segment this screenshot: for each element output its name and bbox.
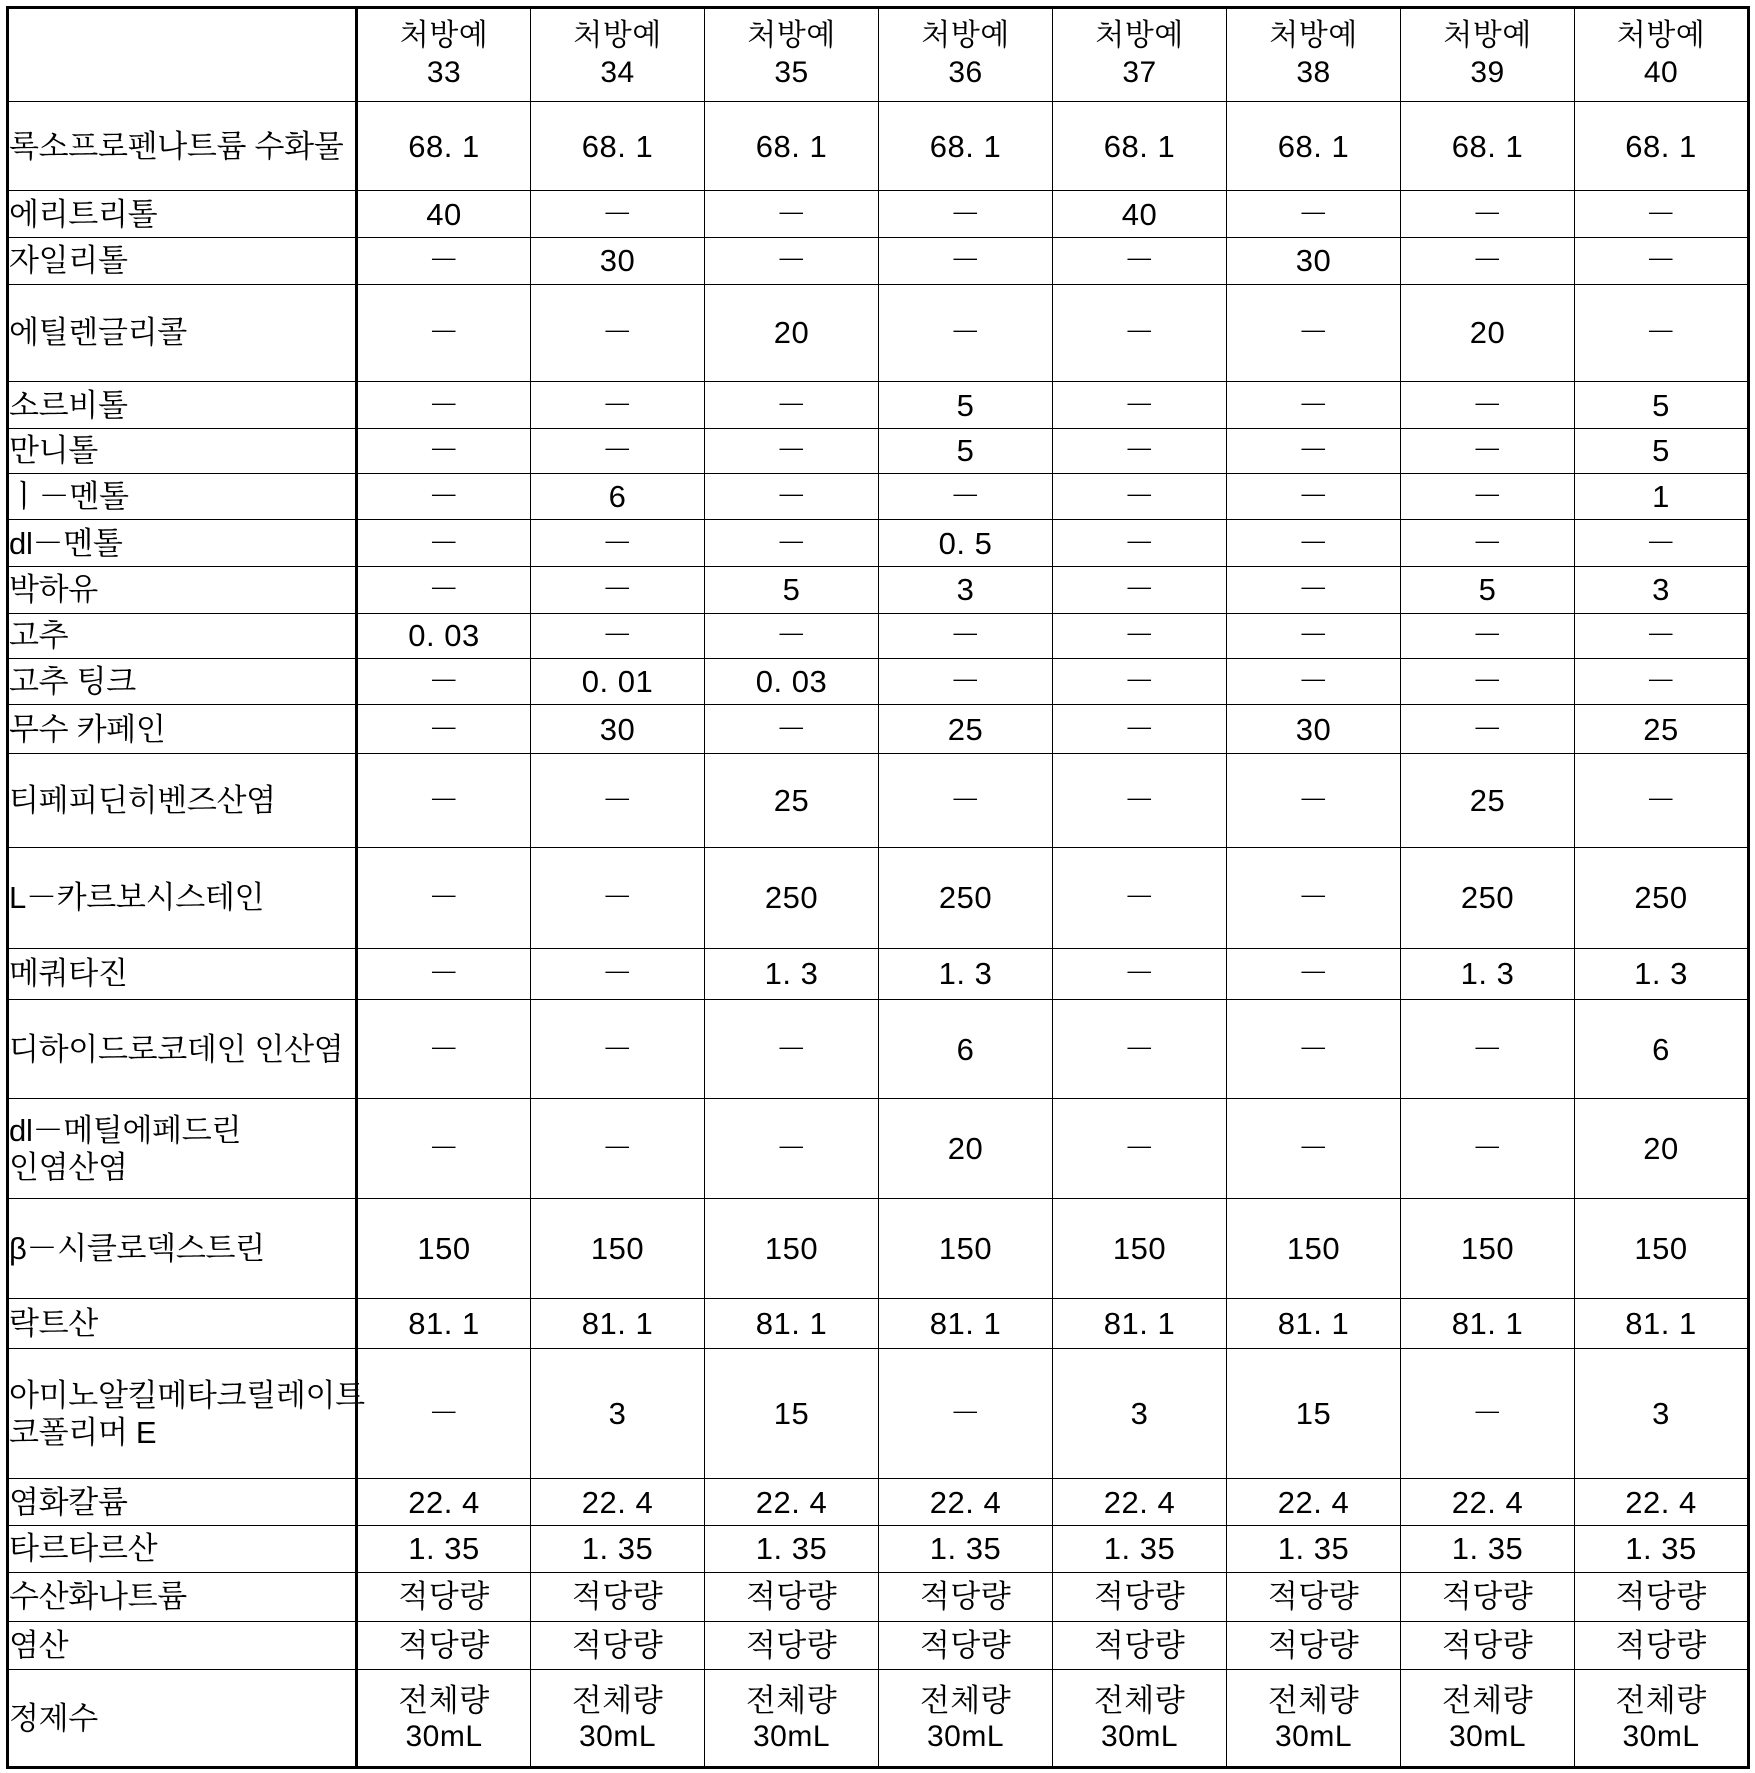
ingredient-amount-cell: 250 [879, 847, 1053, 949]
column-header-number: 38 [1296, 56, 1331, 89]
table-row [8, 102, 1749, 191]
table-row [8, 1479, 1749, 1526]
ingredient-label: β－시클로덱스트린 [8, 1198, 357, 1298]
ingredient-amount-cell: 22. 4 [705, 1479, 879, 1526]
ingredient-amount-cell: 22. 4 [1401, 1479, 1575, 1526]
ingredient-amount-cell [357, 1670, 531, 1768]
ingredient-amount-cell: 3 [1575, 1349, 1749, 1479]
ingredient-amount-cell: － [1227, 429, 1401, 474]
ingredient-amount-cell [1053, 1670, 1227, 1768]
ingredient-amount-cell: 적당량 [1227, 1621, 1401, 1670]
ingredient-amount-cell: － [705, 191, 879, 238]
ingredient-label: dl－메틸에페드린 인염산염 [8, 1099, 357, 1199]
ingredient-amount-cell: － [1053, 520, 1227, 567]
ingredient-amount-cell: － [357, 238, 531, 285]
amount-secondary: 30mL [1274, 1720, 1353, 1754]
ingredient-amount-cell: － [357, 949, 531, 1000]
ingredient-amount-cell: 1. 35 [705, 1526, 879, 1573]
ingredient-amount-cell: － [705, 999, 879, 1099]
ingredient-amount-cell: － [879, 658, 1053, 705]
ingredient-amount-cell: － [1401, 1099, 1575, 1199]
ingredient-amount-cell: 1. 3 [879, 949, 1053, 1000]
ingredient-label: L－카르보시스테인 [8, 847, 357, 949]
ingredient-amount-cell: － [1053, 847, 1227, 949]
column-header-34 [531, 8, 705, 102]
ingredient-amount-cell: 적당량 [879, 1572, 1053, 1621]
ingredient-amount-cell: － [1053, 658, 1227, 705]
table-row [8, 754, 1749, 847]
ingredient-amount-cell [1227, 1670, 1401, 1768]
ingredient-amount-cell: － [879, 754, 1053, 847]
table-row [8, 238, 1749, 285]
column-header-name: 처방예 [573, 19, 662, 53]
ingredient-amount-cell: 0. 5 [879, 520, 1053, 567]
ingredient-amount-cell: 적당량 [1401, 1621, 1575, 1670]
table-row [8, 847, 1749, 949]
ingredient-amount-cell: 적당량 [705, 1621, 879, 1670]
ingredient-amount-cell: － [1575, 238, 1749, 285]
ingredient-amount-cell: － [705, 429, 879, 474]
table-row [8, 1670, 1749, 1768]
column-header-name: 처방예 [921, 19, 1010, 53]
ingredient-amount-cell: 1. 35 [357, 1526, 531, 1573]
ingredient-amount-cell: － [1227, 284, 1401, 382]
amount-primary: 전체량 [1615, 1682, 1707, 1718]
ingredient-amount-cell: 적당량 [879, 1621, 1053, 1670]
ingredient-label: 메쿼타진 [8, 949, 357, 1000]
column-header-number: 33 [426, 56, 462, 89]
ingredient-amount-cell: 81. 1 [531, 1298, 705, 1349]
table-corner-cell [8, 8, 357, 102]
ingredient-amount-cell: － [705, 382, 879, 429]
ingredient-amount-cell: 1. 35 [531, 1526, 705, 1573]
ingredient-amount-cell: － [1227, 754, 1401, 847]
ingredient-amount-cell: － [531, 382, 705, 429]
ingredient-amount-cell: － [357, 658, 531, 705]
table-row [8, 520, 1749, 567]
ingredient-amount-cell [1401, 1670, 1575, 1768]
table-row [8, 191, 1749, 238]
table-row [8, 429, 1749, 474]
ingredient-amount-cell: － [531, 520, 705, 567]
ingredient-amount-cell: 1. 3 [1401, 949, 1575, 1000]
amount-primary: 전체량 [1267, 1682, 1360, 1718]
ingredient-amount-cell: － [1401, 473, 1575, 520]
ingredient-amount-cell: 150 [1053, 1198, 1227, 1298]
column-header-number: 34 [600, 56, 635, 89]
ingredient-amount-cell: － [531, 754, 705, 847]
ingredient-amount-cell: 68. 1 [879, 102, 1053, 191]
ingredient-amount-cell: － [1053, 754, 1227, 847]
ingredient-amount-cell: 0. 03 [705, 658, 879, 705]
ingredient-amount-cell: 22. 4 [531, 1479, 705, 1526]
ingredient-amount-cell: － [357, 999, 531, 1099]
ingredient-amount-cell: － [531, 191, 705, 238]
ingredient-label: 아미노알킬메타크릴레이트 코폴리머 E [8, 1349, 357, 1479]
amount-primary: 전체량 [571, 1682, 664, 1718]
column-header-40 [1575, 8, 1749, 102]
ingredient-amount-cell [879, 1670, 1053, 1768]
ingredient-amount-cell: － [705, 705, 879, 754]
column-header-39 [1401, 8, 1575, 102]
table-row [8, 473, 1749, 520]
ingredient-amount-cell: 5 [1575, 382, 1749, 429]
ingredient-label: 정제수 [8, 1670, 357, 1768]
ingredient-amount-cell: 68. 1 [1053, 102, 1227, 191]
ingredient-amount-cell: 150 [531, 1198, 705, 1298]
ingredient-label: ㅣ－멘톨 [8, 473, 357, 520]
ingredient-label: 고추 [8, 613, 357, 658]
ingredient-label: 자일리톨 [8, 238, 357, 285]
ingredient-amount-cell: 1. 3 [1575, 949, 1749, 1000]
ingredient-amount-cell: － [1227, 1099, 1401, 1199]
amount-secondary: 30mL [1622, 1720, 1700, 1754]
ingredient-amount-cell: 40 [1053, 191, 1227, 238]
ingredient-amount-cell: 적당량 [1575, 1621, 1749, 1670]
table-row [8, 1298, 1749, 1349]
amount-secondary: 30mL [405, 1720, 483, 1754]
formulation-table [6, 6, 1750, 1769]
amount-secondary: 30mL [752, 1720, 831, 1754]
ingredient-amount-cell: － [1227, 567, 1401, 614]
table-row [8, 613, 1749, 658]
ingredient-amount-cell: 적당량 [357, 1621, 531, 1670]
ingredient-amount-cell: 150 [705, 1198, 879, 1298]
ingredient-amount-cell: － [531, 1099, 705, 1199]
ingredient-amount-cell: － [1575, 658, 1749, 705]
ingredient-label: 염산 [8, 1621, 357, 1670]
ingredient-amount-cell: 1 [1575, 473, 1749, 520]
column-header-number: 39 [1470, 56, 1505, 89]
ingredient-amount-cell: 1. 35 [1575, 1526, 1749, 1573]
amount-primary: 전체량 [1441, 1682, 1534, 1718]
ingredient-amount-cell: 적당량 [1227, 1572, 1401, 1621]
ingredient-amount-cell: 3 [879, 567, 1053, 614]
ingredient-amount-cell: 25 [1401, 754, 1575, 847]
ingredient-amount-cell: 5 [879, 429, 1053, 474]
ingredient-amount-cell: － [357, 473, 531, 520]
ingredient-amount-cell: 20 [705, 284, 879, 382]
ingredient-amount-cell: － [1227, 191, 1401, 238]
column-header-38 [1227, 8, 1401, 102]
ingredient-amount-cell: － [531, 284, 705, 382]
ingredient-amount-cell: 150 [1401, 1198, 1575, 1298]
ingredient-amount-cell: － [357, 284, 531, 382]
ingredient-amount-cell: － [1575, 284, 1749, 382]
ingredient-label: dl－멘톨 [8, 520, 357, 567]
ingredient-amount-cell: － [357, 382, 531, 429]
ingredient-amount-cell: － [531, 847, 705, 949]
ingredient-amount-cell: － [879, 613, 1053, 658]
ingredient-amount-cell: 25 [879, 705, 1053, 754]
ingredient-amount-cell: 15 [1227, 1349, 1401, 1479]
ingredient-amount-cell: － [1401, 658, 1575, 705]
ingredient-amount-cell: 30 [531, 238, 705, 285]
ingredient-amount-cell: － [1401, 613, 1575, 658]
table-head [8, 8, 1749, 102]
ingredient-amount-cell: 250 [1575, 847, 1749, 949]
ingredient-amount-cell: 15 [705, 1349, 879, 1479]
ingredient-amount-cell [705, 1670, 879, 1768]
ingredient-amount-cell: 150 [1227, 1198, 1401, 1298]
ingredient-amount-cell: 68. 1 [531, 102, 705, 191]
column-header-number: 35 [774, 56, 809, 89]
ingredient-amount-cell: － [531, 567, 705, 614]
ingredient-label: 염화칼륨 [8, 1479, 357, 1526]
ingredient-amount-cell: － [1053, 238, 1227, 285]
ingredient-amount-cell: － [1053, 567, 1227, 614]
ingredient-amount-cell: 적당량 [531, 1621, 705, 1670]
ingredient-amount-cell: － [1227, 613, 1401, 658]
table-row [8, 1349, 1749, 1479]
ingredient-amount-cell: － [1053, 284, 1227, 382]
column-header-number: 40 [1643, 56, 1679, 89]
ingredient-amount-cell: － [879, 473, 1053, 520]
ingredient-amount-cell: 30 [1227, 238, 1401, 285]
ingredient-label: 록소프로펜나트륨 수화물 [8, 102, 357, 191]
ingredient-amount-cell: 68. 1 [357, 102, 531, 191]
ingredient-amount-cell: 68. 1 [1575, 102, 1749, 191]
ingredient-amount-cell: 6 [879, 999, 1053, 1099]
column-header-name: 처방예 [1616, 19, 1706, 53]
ingredient-amount-cell: － [357, 1099, 531, 1199]
ingredient-amount-cell: － [1227, 382, 1401, 429]
ingredient-amount-cell: 22. 4 [1575, 1479, 1749, 1526]
ingredient-amount-cell: － [1401, 1349, 1575, 1479]
ingredient-amount-cell: 적당량 [705, 1572, 879, 1621]
ingredient-amount-cell: － [1575, 520, 1749, 567]
ingredient-amount-cell: 40 [357, 191, 531, 238]
ingredient-amount-cell: － [705, 1099, 879, 1199]
column-header-number: 37 [1122, 56, 1157, 89]
ingredient-amount-cell: － [879, 1349, 1053, 1479]
ingredient-label: 타르타르산 [8, 1526, 357, 1573]
column-header-35 [705, 8, 879, 102]
header-row [8, 8, 1749, 102]
table-row [8, 567, 1749, 614]
ingredient-amount-cell: － [1401, 429, 1575, 474]
ingredient-amount-cell: 150 [879, 1198, 1053, 1298]
ingredient-amount-cell: － [1401, 382, 1575, 429]
ingredient-label: 만니톨 [8, 429, 357, 474]
ingredient-amount-cell: － [1227, 949, 1401, 1000]
ingredient-label: 소르비톨 [8, 382, 357, 429]
ingredient-amount-cell: 81. 1 [1227, 1298, 1401, 1349]
ingredient-amount-cell: － [1053, 473, 1227, 520]
ingredient-amount-cell: － [1401, 999, 1575, 1099]
table-row [8, 705, 1749, 754]
ingredient-amount-cell: － [1053, 382, 1227, 429]
ingredient-amount-cell: － [1053, 1099, 1227, 1199]
amount-primary: 전체량 [745, 1682, 838, 1718]
column-header-37 [1053, 8, 1227, 102]
ingredient-amount-cell: － [1401, 520, 1575, 567]
amount-primary: 전체량 [1093, 1682, 1186, 1718]
ingredient-amount-cell: 적당량 [1053, 1572, 1227, 1621]
ingredient-amount-cell: 68. 1 [705, 102, 879, 191]
ingredient-amount-cell: － [1401, 705, 1575, 754]
ingredient-amount-cell: － [1227, 847, 1401, 949]
table-row [8, 1198, 1749, 1298]
ingredient-amount-cell: － [1227, 473, 1401, 520]
ingredient-amount-cell: 3 [1053, 1349, 1227, 1479]
ingredient-label: 수산화나트륨 [8, 1572, 357, 1621]
ingredient-amount-cell: － [879, 284, 1053, 382]
ingredient-amount-cell: 적당량 [1575, 1572, 1749, 1621]
ingredient-amount-cell: － [1227, 658, 1401, 705]
ingredient-amount-cell: 0. 01 [531, 658, 705, 705]
ingredient-amount-cell: － [357, 1349, 531, 1479]
ingredient-amount-cell: 25 [1575, 705, 1749, 754]
ingredient-amount-cell: － [531, 949, 705, 1000]
ingredient-amount-cell: 68. 1 [1401, 102, 1575, 191]
ingredient-amount-cell: － [357, 567, 531, 614]
ingredient-amount-cell: 0. 03 [357, 613, 531, 658]
ingredient-amount-cell: 20 [1575, 1099, 1749, 1199]
ingredient-amount-cell: － [1575, 613, 1749, 658]
ingredient-label: 에틸렌글리콜 [8, 284, 357, 382]
ingredient-amount-cell [1575, 1670, 1749, 1768]
ingredient-amount-cell: 81. 1 [357, 1298, 531, 1349]
ingredient-amount-cell: － [705, 520, 879, 567]
ingredient-amount-cell: － [1227, 520, 1401, 567]
ingredient-amount-cell: － [1053, 429, 1227, 474]
ingredient-amount-cell: － [705, 613, 879, 658]
amount-secondary: 30mL [926, 1720, 1005, 1754]
column-header-name: 처방예 [399, 19, 489, 53]
ingredient-amount-cell: － [705, 473, 879, 520]
ingredient-label: 에리트리톨 [8, 191, 357, 238]
ingredient-amount-cell: 250 [1401, 847, 1575, 949]
ingredient-amount-cell: 1. 35 [879, 1526, 1053, 1573]
amount-secondary: 30mL [1100, 1720, 1179, 1754]
table-row [8, 1572, 1749, 1621]
ingredient-amount-cell: － [1575, 191, 1749, 238]
ingredient-amount-cell: 1. 35 [1401, 1526, 1575, 1573]
table-row [8, 284, 1749, 382]
ingredient-amount-cell: － [1575, 754, 1749, 847]
table-row [8, 658, 1749, 705]
amount-primary: 전체량 [398, 1682, 490, 1718]
ingredient-label: 고추 팅크 [8, 658, 357, 705]
amount-primary: 전체량 [919, 1682, 1012, 1718]
ingredient-amount-cell: 5 [1575, 429, 1749, 474]
ingredient-amount-cell: － [531, 613, 705, 658]
ingredient-amount-cell: 30 [531, 705, 705, 754]
column-header-name: 처방예 [747, 19, 836, 53]
column-header-number: 36 [948, 56, 983, 89]
ingredient-label: 락트산 [8, 1298, 357, 1349]
ingredient-amount-cell: － [1053, 613, 1227, 658]
amount-secondary: 30mL [1448, 1720, 1527, 1754]
ingredient-amount-cell: 68. 1 [1227, 102, 1401, 191]
ingredient-amount-cell: 적당량 [531, 1572, 705, 1621]
ingredient-amount-cell: 6 [1575, 999, 1749, 1099]
ingredient-amount-cell: 20 [879, 1099, 1053, 1199]
ingredient-amount-cell: － [1401, 238, 1575, 285]
ingredient-amount-cell: － [1053, 999, 1227, 1099]
ingredient-amount-cell: 3 [531, 1349, 705, 1479]
ingredient-label: 티페피딘히벤즈산염 [8, 754, 357, 847]
ingredient-amount-cell: 81. 1 [1575, 1298, 1749, 1349]
column-header-name: 처방예 [1443, 19, 1532, 53]
ingredient-amount-cell: 81. 1 [705, 1298, 879, 1349]
ingredient-amount-cell: 적당량 [1053, 1621, 1227, 1670]
table-row [8, 1526, 1749, 1573]
ingredient-amount-cell: － [1053, 705, 1227, 754]
column-header-36 [879, 8, 1053, 102]
ingredient-amount-cell: 6 [531, 473, 705, 520]
table-row [8, 949, 1749, 1000]
column-header-name: 처방예 [1269, 19, 1358, 53]
ingredient-amount-cell: 1. 3 [705, 949, 879, 1000]
table-row [8, 382, 1749, 429]
ingredient-amount-cell: － [1401, 191, 1575, 238]
column-header-33 [357, 8, 531, 102]
ingredient-amount-cell: 적당량 [357, 1572, 531, 1621]
ingredient-amount-cell: － [1227, 999, 1401, 1099]
ingredient-amount-cell: 25 [705, 754, 879, 847]
ingredient-amount-cell: 22. 4 [879, 1479, 1053, 1526]
ingredient-amount-cell: 5 [1401, 567, 1575, 614]
ingredient-label: 박하유 [8, 567, 357, 614]
ingredient-amount-cell: 81. 1 [879, 1298, 1053, 1349]
ingredient-amount-cell: 81. 1 [1401, 1298, 1575, 1349]
ingredient-amount-cell: 5 [705, 567, 879, 614]
ingredient-amount-cell: － [357, 847, 531, 949]
ingredient-amount-cell: 22. 4 [1053, 1479, 1227, 1526]
ingredient-amount-cell: 적당량 [1401, 1572, 1575, 1621]
ingredient-amount-cell: 20 [1401, 284, 1575, 382]
ingredient-amount-cell: 250 [705, 847, 879, 949]
table-row [8, 1099, 1749, 1199]
ingredient-amount-cell: － [357, 429, 531, 474]
ingredient-amount-cell: 22. 4 [1227, 1479, 1401, 1526]
table-row [8, 1621, 1749, 1670]
ingredient-label: 디하이드로코데인 인산염 [8, 999, 357, 1099]
ingredient-amount-cell [531, 1670, 705, 1768]
ingredient-amount-cell: － [531, 429, 705, 474]
ingredient-amount-cell: － [705, 238, 879, 285]
ingredient-amount-cell: 150 [357, 1198, 531, 1298]
amount-secondary: 30mL [578, 1720, 657, 1754]
ingredient-amount-cell: － [879, 191, 1053, 238]
ingredient-label: 무수 카페인 [8, 705, 357, 754]
table-body [8, 102, 1749, 1768]
table-row [8, 999, 1749, 1099]
column-header-name: 처방예 [1095, 19, 1184, 53]
ingredient-amount-cell: 81. 1 [1053, 1298, 1227, 1349]
ingredient-amount-cell: － [357, 705, 531, 754]
ingredient-amount-cell: 1. 35 [1227, 1526, 1401, 1573]
ingredient-amount-cell: 30 [1227, 705, 1401, 754]
ingredient-amount-cell: － [357, 520, 531, 567]
ingredient-amount-cell: － [1053, 949, 1227, 1000]
ingredient-amount-cell: 22. 4 [357, 1479, 531, 1526]
ingredient-amount-cell: 5 [879, 382, 1053, 429]
ingredient-amount-cell: 3 [1575, 567, 1749, 614]
ingredient-amount-cell: 150 [1575, 1198, 1749, 1298]
ingredient-amount-cell: － [357, 754, 531, 847]
ingredient-amount-cell: － [879, 238, 1053, 285]
ingredient-amount-cell: 1. 35 [1053, 1526, 1227, 1573]
ingredient-amount-cell: － [531, 999, 705, 1099]
